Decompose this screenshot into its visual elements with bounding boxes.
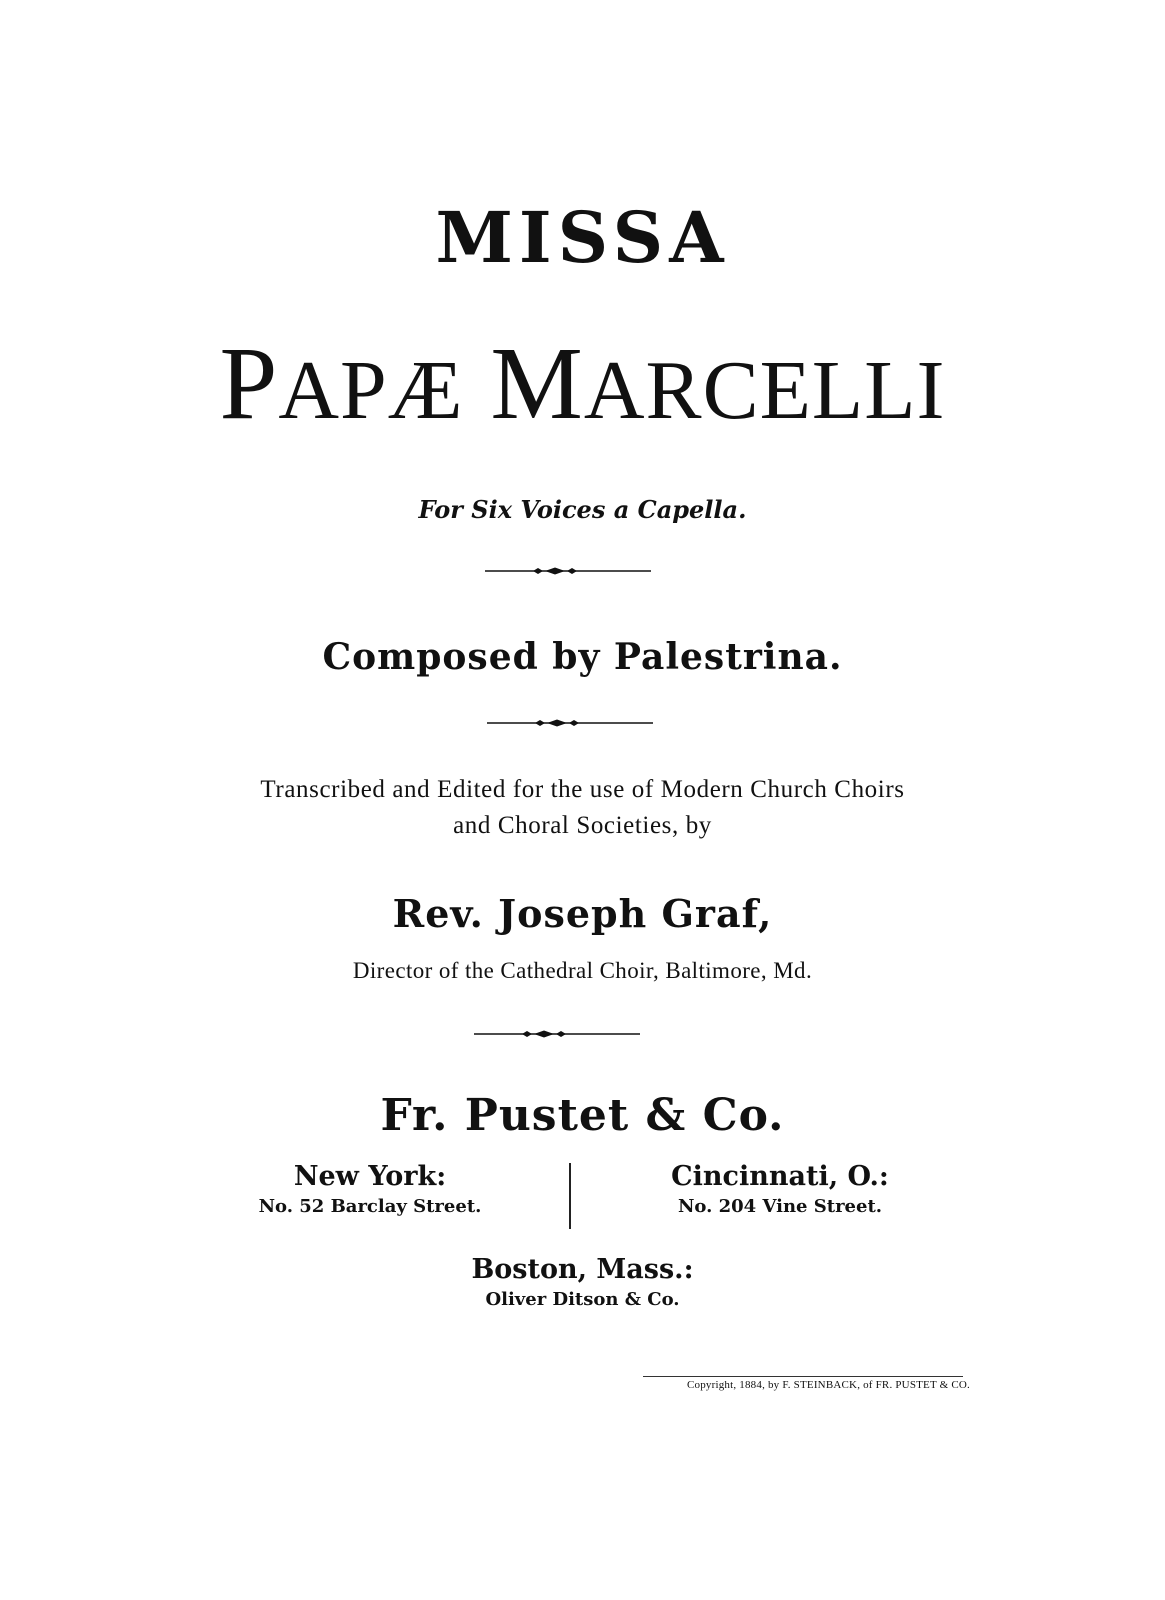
ornament-divider — [487, 715, 653, 731]
editor-name: Rev. Joseph Graf, — [392, 891, 773, 936]
location-address: Oliver Ditson & Co. — [485, 1289, 680, 1310]
location-boston — [0, 1253, 1165, 1313]
location-city: Cincinnati, O.: — [671, 1161, 889, 1192]
composer-line: Composed by Palestrina. — [322, 636, 843, 678]
title-marcelli-rest: ARCELLI — [583, 344, 946, 437]
title-missa: MISSA — [435, 196, 730, 279]
transcription-line-2: and Choral Societies, by — [453, 812, 712, 839]
publisher-name: Fr. Pustet & Co. — [380, 1090, 785, 1141]
title-initial-m: M — [490, 326, 584, 441]
location-new-york — [210, 1160, 530, 1220]
transcription-note — [0, 772, 1165, 844]
ornament-divider — [474, 1026, 640, 1042]
vertical-divider — [569, 1163, 571, 1229]
transcription-line-1: Transcribed and Edited for the use of Modern Church Choirs — [260, 776, 905, 803]
location-address: No. 52 Barclay Street. — [258, 1196, 482, 1217]
copyright-notice: Copyright, 1884, by F. STEINBACK, of FR. PUSTET & CO. — [686, 1379, 970, 1391]
title-initial-p: P — [219, 326, 279, 441]
title-papae-marcelli — [0, 328, 1165, 447]
location-city: New York: — [293, 1161, 447, 1192]
location-address: No. 204 Vine Street. — [677, 1196, 883, 1217]
copyright-rule — [643, 1376, 963, 1377]
location-cincinnati — [615, 1160, 945, 1220]
editor-title: Director of the Cathedral Choir, Baltimore, Md. — [352, 958, 813, 983]
subtitle-voices: For Six Voices a Capella. — [418, 495, 747, 524]
ornament-divider — [485, 563, 651, 579]
title-papae-rest: APÆ — [278, 344, 464, 437]
location-city: Boston, Mass.: — [471, 1254, 694, 1285]
